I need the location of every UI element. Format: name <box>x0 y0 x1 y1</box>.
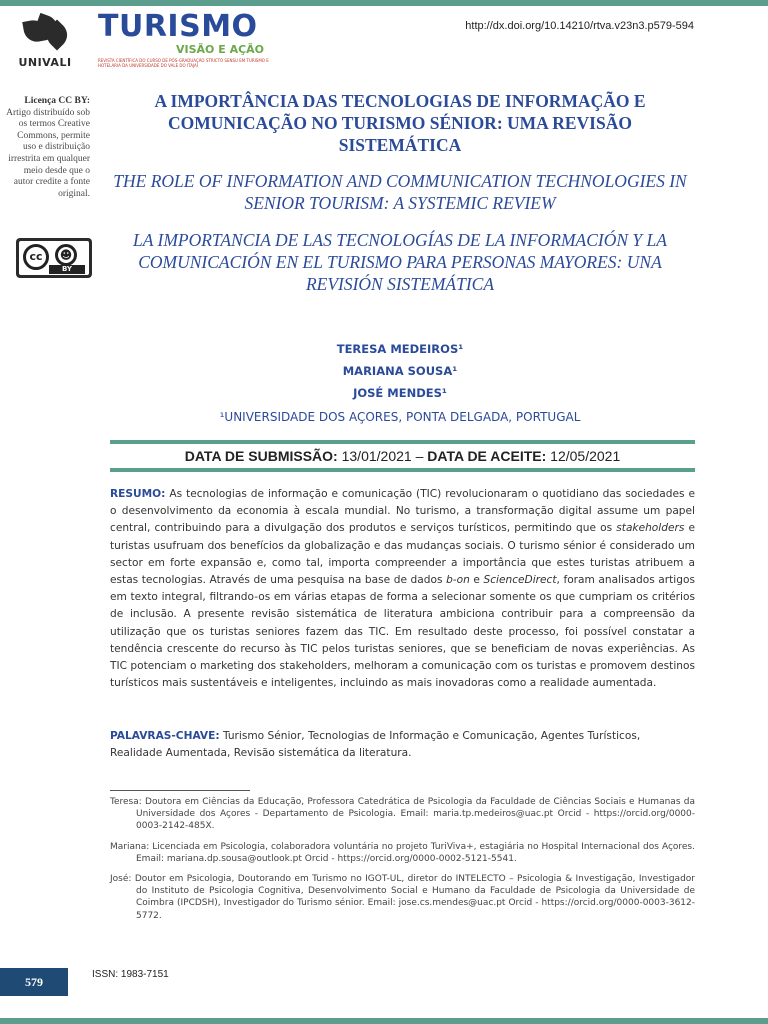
bottom-accent-bar <box>0 1018 768 1024</box>
keywords-text: Turismo Sénior, Tecnologias de Informação e Comunicação, Agentes Turísticos, Realidade Aumentada, Revisão sistemática da literatura. <box>110 730 641 760</box>
footnotes <box>110 796 695 930</box>
journal-subtitle: VISÃO E AÇÃO <box>176 43 265 56</box>
journal-logo <box>98 10 288 68</box>
date-separator: – <box>415 448 424 464</box>
doi-link[interactable]: http://dx.doi.org/10.14210/rtva.v23n3.p579-594 <box>465 20 694 32</box>
submission-date: 13/01/2021 <box>341 448 412 464</box>
abstract-text: e turistas usufruam dos benefícios da globalização e das mudanças sociais. O turismo sénior é considerado um sector em forte expansão e, como tal, importa compreender a importância que estes turistas atribuem a estas tecnologias. Através de uma pesquisa na base de dados <box>110 522 695 587</box>
cc-by-badge[interactable] <box>16 238 92 278</box>
keywords-label: PALAVRAS-CHAVE: <box>110 730 220 742</box>
acceptance-date: 12/05/2021 <box>550 448 621 464</box>
footnote-item: Teresa: Doutora em Ciências da Educação, Professora Catedrática de Psicologia da Faculdade de Ciências Sociais e Humanas da Universidade dos Açores - Departamento de Psicologia. Email: maria.tp.medeiros@uac.pt Orcid - https://orcid.org/0000-0003-2142-485X. <box>110 797 695 832</box>
license-note <box>6 96 90 200</box>
abstract-italic-term: stakeholders <box>616 522 685 535</box>
acceptance-label: DATA DE ACEITE: <box>427 448 547 464</box>
author-name: MARIANA SOUSA¹ <box>342 364 458 378</box>
top-accent-bar <box>0 0 768 6</box>
author-list <box>110 338 690 404</box>
author-name: JOSÉ MENDES¹ <box>353 386 447 400</box>
submission-dates <box>110 440 695 472</box>
by-label: BY <box>49 265 85 274</box>
attribution-person-icon: ☻ <box>55 244 77 266</box>
title-english: THE ROLE OF INFORMATION AND COMMUNICATION TECHNOLOGIES IN SENIOR TOURISM: A SYSTEMIC REVIEW <box>113 171 687 213</box>
issn: ISSN: 1983-7151 <box>92 969 169 980</box>
page-number: 579 <box>0 968 68 996</box>
footnote-item: José: Doutor em Psicologia, Doutorando em Turismo no IGOT-UL, diretor do INTELECTO – Psicologia & Investigação, Investigador do Instituto de Psicologia Cognitiva, Desenvolvimento Social e Humano da Faculdade de Psicologia da Universidade de Coimbra (IPCDSH), Investigador do Turismo sénior. Email: jose.cs.mendes@uac.pt Orcid - https://orcid.org/0000-0003-3612-5772. <box>110 874 695 921</box>
article-titles <box>110 90 690 295</box>
abstract-label: RESUMO: <box>110 488 166 500</box>
abstract-text: As tecnologias de informação e comunicação (TIC) revolucionaram o quotidiano das sociedades e o desenvolvimento da economia à escala mundial. No turismo, a transformação digital assume um papel central, contribuindo para a divulgação dos produtos e serviços turísticos, permitindo que os <box>110 488 695 535</box>
abstract-text: , foram analisados artigos em texto integral, filtrando-os em várias etapas de forma a selecionar somente os que cumpriam os critérios de inclusão. A presente revisão sistemática de literatura ambiciona contribuir para a compreensão da utilização que os turistas seniores fazem das TIC. Em resultado deste processo, foi possível constatar a tendência crescente do recurso às TIC pelos turistas seniores, que se beneficiam de novas experiências. As TIC potenciam o marketing dos stakeholders, melhoram a comunicação com os turistas e promovem destinos turísticos mais sustentáveis e inteligentes, incluindo as mais inovadoras como a realidade aumentada. <box>110 574 695 690</box>
abstract-italic-term: b-on <box>446 574 470 587</box>
license-text: Artigo distribuído sob os termos Creative Commons, permite uso e distribuição irrestrita em qualquer meio desde que o autor credite a fonte original. <box>6 107 90 199</box>
univali-leaf-icon <box>20 16 70 54</box>
univali-logo <box>10 16 80 69</box>
affiliation: ¹UNIVERSIDADE DOS AÇORES, PONTA DELGADA, PORTUGAL <box>219 410 581 424</box>
footnote-item: Mariana: Licenciada em Psicologia, colaboradora voluntária no projeto TuriViva+, estagiária no Hospital Internacional dos Açores. Email: mariana.dp.sousa@outlook.pt Orcid - https://orcid.org/0000-0002-5121-5541. <box>110 841 695 864</box>
abstract-italic-term: ScienceDirect <box>483 574 557 587</box>
submission-label: DATA DE SUBMISSÃO: <box>184 448 338 464</box>
footnote-divider <box>110 790 250 791</box>
title-spanish: LA IMPORTANCIA DE LAS TECNOLOGÍAS DE LA INFORMACIÓN Y LA COMUNICACIÓN EN EL TURISMO PARA PERSONAS MAYORES: UNA REVISIÓN SISTEMÁTICA <box>133 230 667 294</box>
journal-description: REVISTA CIENTÍFICA DO CURSO DE PÓS-GRADUAÇÃO STRICTO SENSU EM TURISMO E HOTELARIA DA UNIVERSIDADE DO VALE DO ITAJAÍ <box>98 58 269 68</box>
university-name: UNIVALI <box>18 56 72 69</box>
abstract-text: e <box>469 574 484 587</box>
cc-icon: cc <box>23 244 49 270</box>
keywords <box>110 728 695 762</box>
license-heading: Licença CC BY: <box>24 96 90 106</box>
title-portuguese: A IMPORTÂNCIA DAS TECNOLOGIAS DE INFORMAÇÃO E COMUNICAÇÃO NO TURISMO SÉNIOR: UMA REVISÃO SISTEMÁTICA <box>154 91 646 155</box>
abstract <box>110 486 695 692</box>
author-name: TERESA MEDEIROS¹ <box>336 342 464 356</box>
journal-title: TURISMO <box>98 9 258 44</box>
